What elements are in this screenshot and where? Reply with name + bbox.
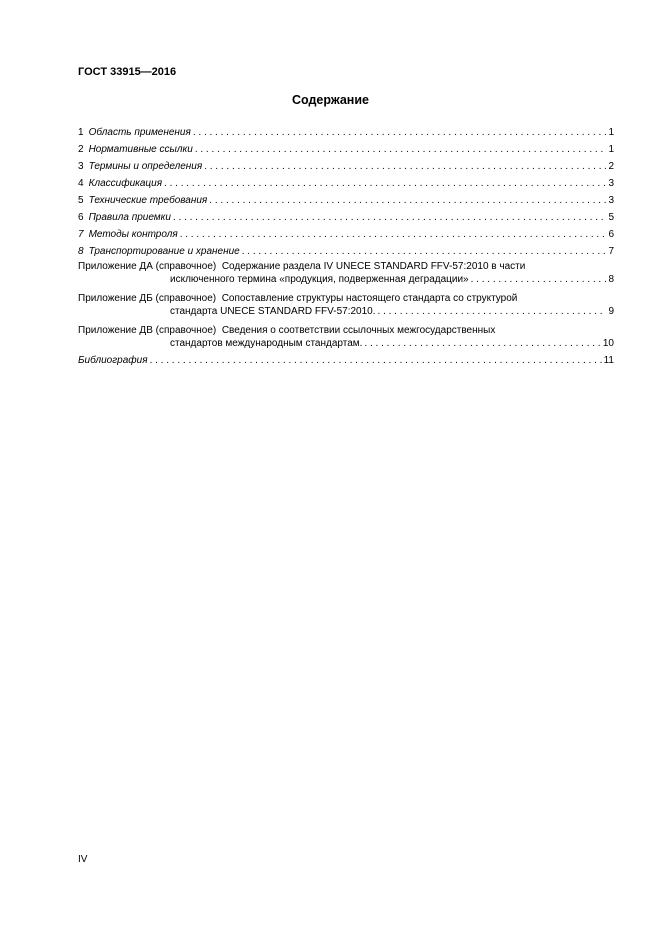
page-number: IV xyxy=(78,854,88,865)
toc-page: 3 xyxy=(608,178,614,189)
appendix-prefix: Приложение ДБ (справочное) xyxy=(78,293,217,304)
toc-row[interactable] xyxy=(78,224,614,241)
dot-leader xyxy=(164,177,606,190)
toc-row[interactable] xyxy=(78,241,614,258)
toc-row[interactable] xyxy=(78,173,614,190)
toc-page: 2 xyxy=(608,161,614,172)
toc-row[interactable] xyxy=(78,139,614,156)
toc-number: 8 xyxy=(78,246,84,257)
toc-label: Правила приемки xyxy=(88,212,171,223)
toc-label: Методы контроля xyxy=(88,229,178,240)
appendix-title-line2: исключенного термина «продукция, подверженная деградации» xyxy=(170,274,469,285)
toc-row-bibliography[interactable] xyxy=(78,350,614,367)
toc-page: 1 xyxy=(608,127,614,138)
toc-label: Нормативные ссылки xyxy=(88,144,193,155)
appendix-title-line2: стандарта UNECE STANDARD FFV-57:2010. xyxy=(170,306,376,317)
toc-number: 2 xyxy=(78,144,84,155)
dot-leader xyxy=(242,245,607,258)
toc-number: 6 xyxy=(78,212,84,223)
toc-page: 8 xyxy=(608,274,614,285)
page-title: Содержание xyxy=(291,93,369,107)
dot-leader xyxy=(173,211,607,224)
dot-leader xyxy=(378,305,607,318)
toc-row[interactable] xyxy=(78,122,614,139)
toc-page: 7 xyxy=(608,246,614,257)
toc-page: 3 xyxy=(608,195,614,206)
dot-leader xyxy=(364,337,600,350)
toc-number: 5 xyxy=(78,195,84,206)
toc-number: 4 xyxy=(78,178,84,189)
appendix-prefix: Приложение ДВ (справочное) xyxy=(78,325,217,336)
toc-page: 1 xyxy=(608,144,614,155)
dot-leader xyxy=(204,160,606,173)
toc-row[interactable] xyxy=(78,207,614,224)
toc-page: 6 xyxy=(608,229,614,240)
toc-page: 11 xyxy=(603,355,614,366)
appendix-title-line1: Сведения о соответствии ссылочных межгосударственных xyxy=(221,325,496,336)
toc-page: 10 xyxy=(602,338,614,349)
appendix-entry[interactable] xyxy=(78,260,614,286)
toc-label: Библиография xyxy=(78,355,148,366)
toc-page: 5 xyxy=(608,212,614,223)
dot-leader xyxy=(150,354,602,367)
document-id: ГОСТ 33915—2016 xyxy=(78,66,177,78)
toc-label: Транспортирование и хранение xyxy=(88,246,240,257)
dot-leader xyxy=(195,143,607,156)
toc-number: 3 xyxy=(78,161,84,172)
toc-label: Классификация xyxy=(88,178,163,189)
toc-page: 9 xyxy=(608,306,614,317)
appendix-entry[interactable] xyxy=(78,292,614,318)
appendix-title-line1: Содержание раздела IV UNECE STANDARD FFV-57:2010 в части xyxy=(221,261,526,272)
toc-label: Область применения xyxy=(88,127,191,138)
table-of-contents xyxy=(78,122,614,367)
appendix-prefix: Приложение ДА (справочное) xyxy=(78,261,217,272)
toc-row[interactable] xyxy=(78,156,614,173)
toc-label: Технические требования xyxy=(88,195,208,206)
dot-leader xyxy=(471,273,607,286)
toc-label: Термины и определения xyxy=(88,161,203,172)
dot-leader xyxy=(193,126,607,139)
appendix-title-line1: Сопоставление структуры настоящего стандарта со структурой xyxy=(221,293,518,304)
dot-leader xyxy=(209,194,606,207)
appendix-entry[interactable] xyxy=(78,324,614,350)
toc-row[interactable] xyxy=(78,190,614,207)
dot-leader xyxy=(180,228,607,241)
toc-number: 7 xyxy=(78,229,84,240)
appendix-title-line2: стандартов международным стандартам. xyxy=(170,338,363,349)
toc-number: 1 xyxy=(78,127,84,138)
